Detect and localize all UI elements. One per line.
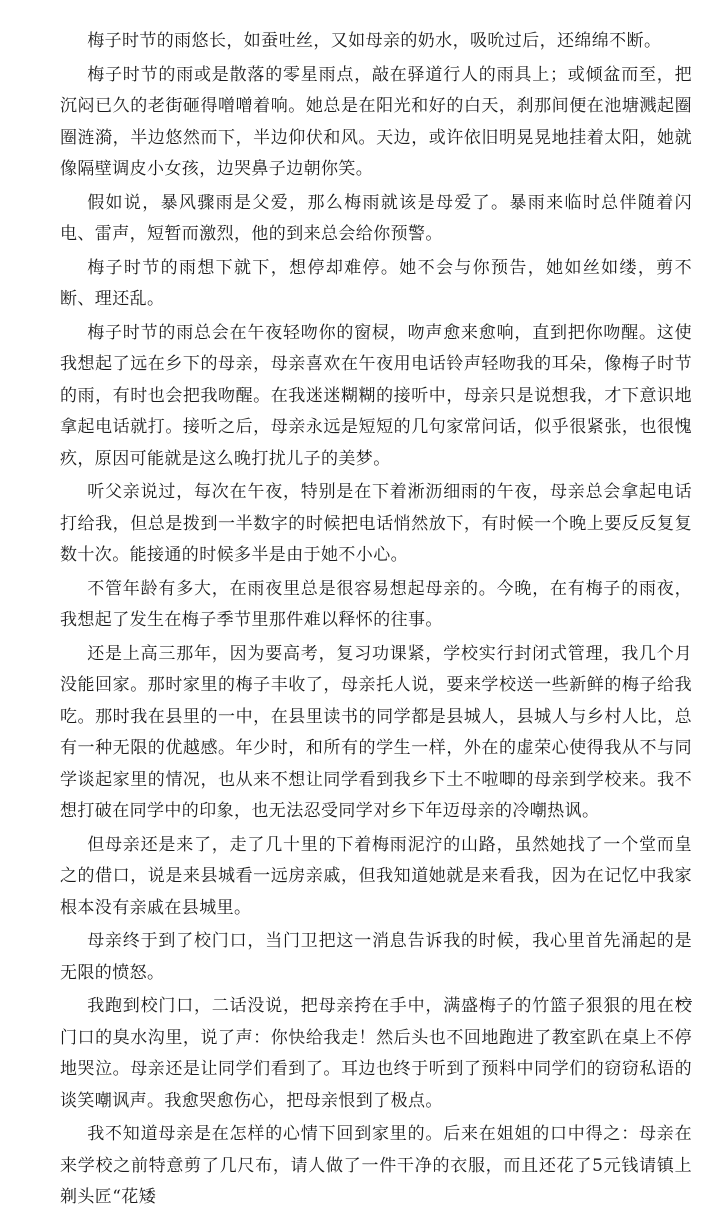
paragraph-8: 还是上高三那年，因为要高考，复习功课紧，学校实行封闭式管理，我几个月没能回家。那时家里的梅子丰收了，母亲托人说，要来学校送一些新鲜的梅子给我吃。那时我在县里的一中，在县里读书的同学都是县城人，县城人与乡村人比，总有一种无限的优越感。年少时，和所有的学生一样，外在的虚荣心使得我从不与同学谈起家里的情况，也从来不想让同学看到我乡下土不啦唧的母亲到学校来。我不想打破在同学中的印象，也无法忍受同学对乡下年迈母亲的冷嘲热讽。 xyxy=(60,643,692,821)
paragraph-6: 听父亲说过，每次在午夜，特别是在下着淅沥细雨的午夜，母亲总会拿起电话打给我，但总是拨到一半数字的时候把电话悄然放下，有时候一个晚上要反反复复数十次。能接通的时候多半是由于她不小心。 xyxy=(60,482,692,565)
paragraph-2: 梅子时节的雨或是散落的零星雨点，敲在驿道行人的雨具上；或倾盆而至，把沉闷已久的老街砸得噌噌着响。她总是在阳光和好的白天，刹那间便在池塘溅起圈圈涟漪，半边悠然而下，半边仰伏和风。天边，或许依旧明晃晃地挂着太阳，她就像隔壁调皮小女孩，边哭鼻子边朝你笑。 xyxy=(60,64,692,179)
page-corner-mark xyxy=(676,1001,692,1002)
paragraph-7: 不管年龄有多大，在雨夜里总是很容易想起母亲的。今晚，在有梅子的雨夜，我想起了发生在梅子季节里那件难以释怀的往事。 xyxy=(60,578,692,630)
paragraph-3: 假如说，暴风骤雨是父爱，那么梅雨就该是母爱了。暴雨来临时总伴随着闪电、雷声，短暂而激烈，他的到来总会给你预警。 xyxy=(60,192,692,244)
paragraph-5: 梅子时节的雨总会在午夜轻吻你的窗棂，吻声愈来愈响，直到把你吻醒。这使我想起了远在乡下的母亲，母亲喜欢在午夜用电话铃声轻吻我的耳朵，像梅子时节的雨，有时也会把我吻醒。在我迷迷糊糊的接听中，母亲只是说想我，才下意识地拿起电话就打。接听之后，母亲永远是短短的几句家常问话，似乎很紧张，也很愧疚，原因可能就是这么晚打扰儿子的美梦。 xyxy=(60,322,692,469)
paragraph-11: 我跑到校门口，二话没说，把母亲挎在手中，满盛梅子的竹篮子狠狠的甩在校门口的臭水沟里，说了声：你快给我走！然后头也不回地跑进了教室趴在桌上不停地哭泣。母亲还是让同学们看到了。耳边也终于听到了预料中同学们的窃窃私语的谈笑嘲讽声。我愈哭愈伤心，把母亲恨到了极点。 xyxy=(60,996,692,1111)
paragraph-10: 母亲终于到了校门口，当门卫把这一消息告诉我的时候，我心里首先涌起的是无限的愤怒。 xyxy=(60,931,692,983)
paragraph-9: 但母亲还是来了，走了几十里的下着梅雨泥泞的山路，虽然她找了一个堂而皇之的借口，说是来县城看一远房亲戚，但我知道她就是来看我，因为在记忆中我家根本没有亲戚在县城里。 xyxy=(60,834,692,918)
paragraph-12: 我不知道母亲是在怎样的心情下回到家里的。后来在姐姐的口中得之：母亲在来学校之前特意剪了几尺布，请人做了一件干净的衣服，而且还花了5元钱请镇上剃头匠“花矮 xyxy=(60,1124,692,1207)
paragraph-1: 梅子时节的雨悠长，如蚕吐丝，又如母亲的奶水，吸吮过后，还绵绵不断。 xyxy=(87,31,662,51)
paragraph-4: 梅子时节的雨想下就下，想停却难停。她不会与你预告，她如丝如缕，剪不断、理还乱。 xyxy=(60,257,692,309)
